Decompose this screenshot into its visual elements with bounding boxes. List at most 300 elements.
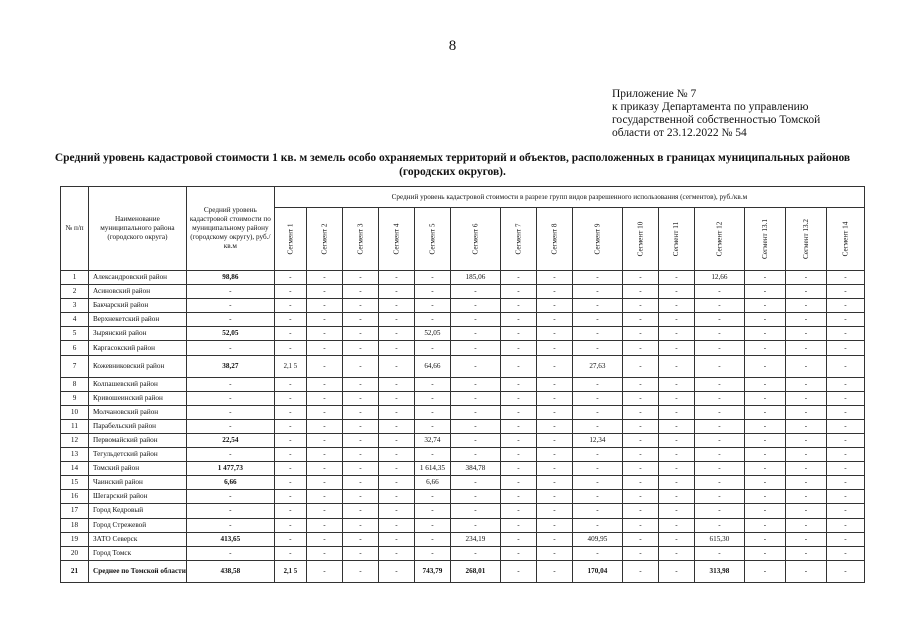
segment-value-cell: - [572,490,622,504]
segment-value-cell: - [306,299,342,313]
segment-value-cell: - [572,476,622,490]
segment-value-cell: - [342,433,378,447]
segment-value-cell: - [658,405,694,419]
segment-value-cell: - [450,518,500,532]
segment-value-cell: - [572,299,622,313]
segment-value-cell: - [826,405,864,419]
segment-value-cell: 743,79 [414,560,450,582]
segment-value-cell: - [622,448,658,462]
average-value-cell: - [186,299,274,313]
segment-value-cell: - [500,504,536,518]
segment-value-cell: - [744,405,785,419]
segment-value-cell: - [826,271,864,285]
average-value-cell: 6,66 [186,476,274,490]
row-number-cell: 6 [61,341,89,355]
segment-value-cell: - [536,518,572,532]
segment-value-cell: - [658,433,694,447]
segment-value-cell: 2,1 5 [274,355,306,377]
average-value-cell: 438,58 [186,560,274,582]
segment-value-cell: 615,30 [694,532,744,546]
segment-value-cell: - [306,355,342,377]
table-row [61,391,865,405]
segment-value-cell: - [622,327,658,341]
district-name-cell: Бакчарский район [89,299,187,313]
table-row [61,448,865,462]
segment-value-cell: - [658,419,694,433]
segment-value-cell: - [450,405,500,419]
row-number-cell: 1 [61,271,89,285]
segment-value-cell: 52,05 [414,327,450,341]
segment-value-cell: - [658,285,694,299]
header-segment-label: Сегмент 11 [672,221,681,257]
row-number-cell: 18 [61,518,89,532]
district-name-cell: Кожевниковский район [89,355,187,377]
segment-value-cell: - [378,504,414,518]
segment-value-cell: - [694,285,744,299]
row-number-cell: 11 [61,419,89,433]
segment-value-cell: - [826,433,864,447]
segment-value-cell: - [536,271,572,285]
segment-value-cell: - [694,433,744,447]
segment-value-cell: - [785,448,826,462]
segment-value-cell: - [500,490,536,504]
segment-value-cell: - [378,405,414,419]
segment-value-cell: - [414,391,450,405]
segment-value-cell: - [536,448,572,462]
segment-value-cell: - [826,546,864,560]
segment-value-cell: - [622,285,658,299]
header-segment [414,208,450,271]
segment-value-cell: - [572,271,622,285]
table-row [61,299,865,313]
average-value-cell: - [186,391,274,405]
header-segment-label: Сегмент 5 [428,223,437,255]
segment-value-cell: - [450,327,500,341]
header-segment [450,208,500,271]
segment-value-cell: - [450,341,500,355]
segment-value-cell: - [785,560,826,582]
segment-value-cell: 27,63 [572,355,622,377]
header-segment-label: Сегмент 10 [636,221,645,257]
segment-value-cell: - [414,490,450,504]
segment-value-cell: - [274,532,306,546]
segment-value-cell: - [658,490,694,504]
segment-value-cell: - [536,405,572,419]
segment-value-cell: - [500,313,536,327]
segment-value-cell: - [342,490,378,504]
district-name-cell: Каргасокский район [89,341,187,355]
segment-value-cell: 384,78 [450,462,500,476]
segment-value-cell: - [274,476,306,490]
segment-value-cell: - [342,271,378,285]
segment-value-cell: - [342,560,378,582]
page-number: 8 [448,38,457,54]
segment-value-cell: - [536,419,572,433]
district-name-cell: Город Кедровый [89,504,187,518]
segment-value-cell: - [342,299,378,313]
segment-value-cell: - [658,377,694,391]
segment-value-cell: - [785,391,826,405]
segment-value-cell: - [378,419,414,433]
row-number-cell: 12 [61,433,89,447]
segment-value-cell: - [536,299,572,313]
district-name-cell: ЗАТО Северск [89,532,187,546]
segment-value-cell: - [378,327,414,341]
segment-value-cell: - [572,391,622,405]
row-number-cell: 2 [61,285,89,299]
segment-value-cell: - [500,448,536,462]
district-name-cell: Кривошеинский район [89,391,187,405]
segment-value-cell: - [450,299,500,313]
segment-value-cell: - [378,546,414,560]
header-segment [658,208,694,271]
segment-value-cell: - [536,560,572,582]
segment-value-cell: - [342,419,378,433]
segment-value-cell: - [658,448,694,462]
segment-value-cell: - [572,341,622,355]
segment-value-cell: - [500,419,536,433]
segment-value-cell: - [785,419,826,433]
segment-value-cell: 2,1 5 [274,560,306,582]
segment-value-cell: - [342,355,378,377]
average-value-cell: 1 477,73 [186,462,274,476]
segment-value-cell: - [500,546,536,560]
segment-value-cell: - [694,490,744,504]
header-segment-label: Сегмент 7 [514,223,523,255]
segment-value-cell: - [342,448,378,462]
segment-value-cell: - [342,462,378,476]
segment-value-cell: - [826,419,864,433]
segment-value-cell: 409,95 [572,532,622,546]
segment-value-cell: - [622,518,658,532]
segment-value-cell: - [572,448,622,462]
segment-value-cell: - [694,419,744,433]
table-row [61,285,865,299]
segment-value-cell: - [826,341,864,355]
district-name-cell: Зырянский район [89,327,187,341]
segment-value-cell: - [414,532,450,546]
segment-value-cell: 170,04 [572,560,622,582]
segment-value-cell: - [500,391,536,405]
table-row [61,476,865,490]
row-number-cell: 13 [61,448,89,462]
segment-value-cell: - [694,355,744,377]
segment-value-cell: - [744,490,785,504]
segment-value-cell: - [306,433,342,447]
average-value-cell: - [186,405,274,419]
table-row [61,546,865,560]
segment-value-cell: - [785,518,826,532]
segment-value-cell: - [826,327,864,341]
header-segment-label: Сегмент 14 [841,221,850,257]
segment-value-cell: 1 614,35 [414,462,450,476]
segment-value-cell: - [785,313,826,327]
row-number-cell: 7 [61,355,89,377]
row-number-cell: 17 [61,504,89,518]
segment-value-cell: - [342,504,378,518]
segment-value-cell: - [694,313,744,327]
segment-value-cell: - [622,504,658,518]
segment-value-cell: - [744,391,785,405]
header-segment-label: Сегмент 12 [715,221,724,257]
segment-value-cell: - [342,285,378,299]
segment-value-cell: - [744,327,785,341]
segment-value-cell: - [826,560,864,582]
table-row [61,405,865,419]
district-name-cell: Александровский район [89,271,187,285]
segment-value-cell: - [785,271,826,285]
segment-value-cell: - [785,327,826,341]
segment-value-cell: - [536,341,572,355]
row-number-cell: 10 [61,405,89,419]
average-value-cell: - [186,448,274,462]
district-name-cell: Верхнекетский район [89,313,187,327]
segment-value-cell: - [744,476,785,490]
appendix-line: Приложение № 7 [612,88,697,100]
segment-value-cell: - [414,518,450,532]
segment-value-cell: - [826,299,864,313]
segment-value-cell: - [622,313,658,327]
row-number-cell: 4 [61,313,89,327]
table-row [61,355,865,377]
segment-value-cell: - [414,504,450,518]
row-number-cell: 19 [61,532,89,546]
table-row [61,532,865,546]
segment-value-cell: - [378,433,414,447]
segment-value-cell: - [450,391,500,405]
row-number-cell: 3 [61,299,89,313]
segment-value-cell: - [785,490,826,504]
segment-value-cell: - [378,560,414,582]
table-row [61,490,865,504]
segment-value-cell: - [694,546,744,560]
segment-value-cell: - [744,285,785,299]
segment-value-cell: - [694,377,744,391]
segment-value-cell: - [572,504,622,518]
appendix-note [612,88,892,140]
segment-value-cell: - [622,532,658,546]
segment-value-cell: - [306,285,342,299]
segment-value-cell: - [274,313,306,327]
segment-value-cell: - [306,271,342,285]
segment-value-cell: - [536,327,572,341]
segment-value-cell: - [274,518,306,532]
average-value-cell: 38,27 [186,355,274,377]
segment-value-cell: - [378,448,414,462]
segment-value-cell: - [306,377,342,391]
segment-value-cell: - [658,462,694,476]
segment-value-cell: - [658,560,694,582]
segment-value-cell: - [450,448,500,462]
segment-value-cell: - [274,490,306,504]
district-name-cell: Чаинский район [89,476,187,490]
segment-value-cell: - [536,433,572,447]
segment-value-cell: - [274,448,306,462]
segment-value-cell: - [785,462,826,476]
segment-value-cell: - [450,504,500,518]
segment-value-cell: - [274,433,306,447]
segment-value-cell: - [744,462,785,476]
district-name-cell: Город Томск [89,546,187,560]
segment-value-cell: - [500,532,536,546]
segment-value-cell: - [342,391,378,405]
row-number-cell: 9 [61,391,89,405]
average-value-cell: 52,05 [186,327,274,341]
segment-value-cell: - [274,299,306,313]
segment-value-cell: - [658,532,694,546]
segment-value-cell: - [694,405,744,419]
segment-value-cell: - [744,532,785,546]
segment-value-cell: - [450,285,500,299]
segment-value-cell: - [694,462,744,476]
row-number-cell: 14 [61,462,89,476]
segment-value-cell: - [450,419,500,433]
average-value-cell: - [186,518,274,532]
row-number-cell: 5 [61,327,89,341]
appendix-line: к приказу Департамента по управлению [612,101,809,113]
district-name-cell: Томский район [89,462,187,476]
segment-value-cell: - [658,341,694,355]
segment-value-cell: 12,34 [572,433,622,447]
segment-value-cell: - [414,448,450,462]
segment-value-cell: - [450,490,500,504]
segment-value-cell: 64,66 [414,355,450,377]
segment-value-cell: - [658,391,694,405]
header-segment [785,208,826,271]
segment-value-cell: - [785,504,826,518]
average-value-cell: - [186,285,274,299]
segment-value-cell: - [306,327,342,341]
segment-value-cell: - [658,327,694,341]
segment-value-cell: - [450,476,500,490]
segment-value-cell: 12,66 [694,271,744,285]
segment-value-cell: - [414,313,450,327]
segment-value-cell: - [785,546,826,560]
segment-value-cell: - [572,419,622,433]
segment-value-cell: - [536,391,572,405]
average-value-cell: - [186,504,274,518]
segment-value-cell: - [622,476,658,490]
segment-value-cell: - [306,504,342,518]
segment-value-cell: - [378,462,414,476]
row-number-cell: 16 [61,490,89,504]
header-segment-label: Сегмент 13.1 [760,218,769,260]
segment-value-cell: - [572,327,622,341]
header-segment [536,208,572,271]
segment-value-cell: - [572,377,622,391]
segment-value-cell: - [274,327,306,341]
segment-value-cell: - [658,299,694,313]
segment-value-cell: - [342,518,378,532]
table-row [61,504,865,518]
segment-value-cell: - [274,285,306,299]
segment-value-cell: - [306,448,342,462]
table-row [61,433,865,447]
segment-value-cell: - [414,271,450,285]
district-name-cell: Тегульдетский район [89,448,187,462]
segment-value-cell: 185,06 [450,271,500,285]
header-segment-group: Средний уровень кадастровой стоимости в разрезе групп видов разрешенного использования (сегментов), руб./кв.м [274,187,864,208]
segment-value-cell: - [694,518,744,532]
district-name-cell: Шегарский район [89,490,187,504]
segment-value-cell: - [622,341,658,355]
segment-value-cell: - [414,341,450,355]
segment-value-cell: - [572,462,622,476]
segment-value-cell: - [572,546,622,560]
average-value-cell: - [186,490,274,504]
segment-value-cell: - [744,377,785,391]
header-segment-label: Сегмент 9 [593,223,602,255]
segment-value-cell: - [414,546,450,560]
segment-value-cell: 6,66 [414,476,450,490]
segment-value-cell: - [306,391,342,405]
segment-value-cell: 268,01 [450,560,500,582]
segment-value-cell: - [378,299,414,313]
header-number: № п/п [61,187,89,271]
segment-value-cell: - [744,299,785,313]
header-segment [500,208,536,271]
segment-value-cell: - [658,504,694,518]
segment-value-cell: - [378,341,414,355]
segment-value-cell: - [744,546,785,560]
segment-value-cell: - [694,341,744,355]
segment-value-cell: - [378,532,414,546]
segment-value-cell: - [378,377,414,391]
segment-value-cell: 313,98 [694,560,744,582]
segment-value-cell: - [658,271,694,285]
segment-value-cell: - [378,476,414,490]
segment-value-cell: - [342,405,378,419]
segment-value-cell: - [342,377,378,391]
header-segment [274,208,306,271]
segment-value-cell: - [500,377,536,391]
segment-value-cell: - [572,518,622,532]
segment-value-cell: - [694,327,744,341]
segment-value-cell: - [826,476,864,490]
average-value-cell: 98,86 [186,271,274,285]
segment-value-cell: - [785,285,826,299]
average-value-cell: 22,54 [186,433,274,447]
segment-value-cell: - [378,271,414,285]
segment-value-cell: - [274,341,306,355]
segment-value-cell: - [658,476,694,490]
header-district-name: Наименование муниципального района (городского округа) [89,187,187,271]
segment-value-cell: - [744,448,785,462]
segment-value-cell: - [500,355,536,377]
header-average-value: Средний уровень кадастровой стоимости по муниципальному району (городскому округу), руб./кв.м [186,187,274,271]
table-row [61,377,865,391]
segment-value-cell: - [744,341,785,355]
segment-value-cell: - [414,299,450,313]
segment-value-cell: - [694,448,744,462]
header-segment-label: Сегмент 3 [356,223,365,255]
segment-value-cell: - [274,405,306,419]
segment-value-cell: - [450,377,500,391]
header-segment [826,208,864,271]
segment-value-cell: - [536,490,572,504]
segment-value-cell: - [342,341,378,355]
segment-value-cell: - [694,504,744,518]
segment-value-cell: - [450,546,500,560]
table-row [61,271,865,285]
segment-value-cell: - [658,313,694,327]
segment-value-cell: - [622,271,658,285]
segment-value-cell: - [572,285,622,299]
segment-value-cell: - [622,560,658,582]
segment-value-cell: - [694,476,744,490]
segment-value-cell: - [785,532,826,546]
header-segment [694,208,744,271]
